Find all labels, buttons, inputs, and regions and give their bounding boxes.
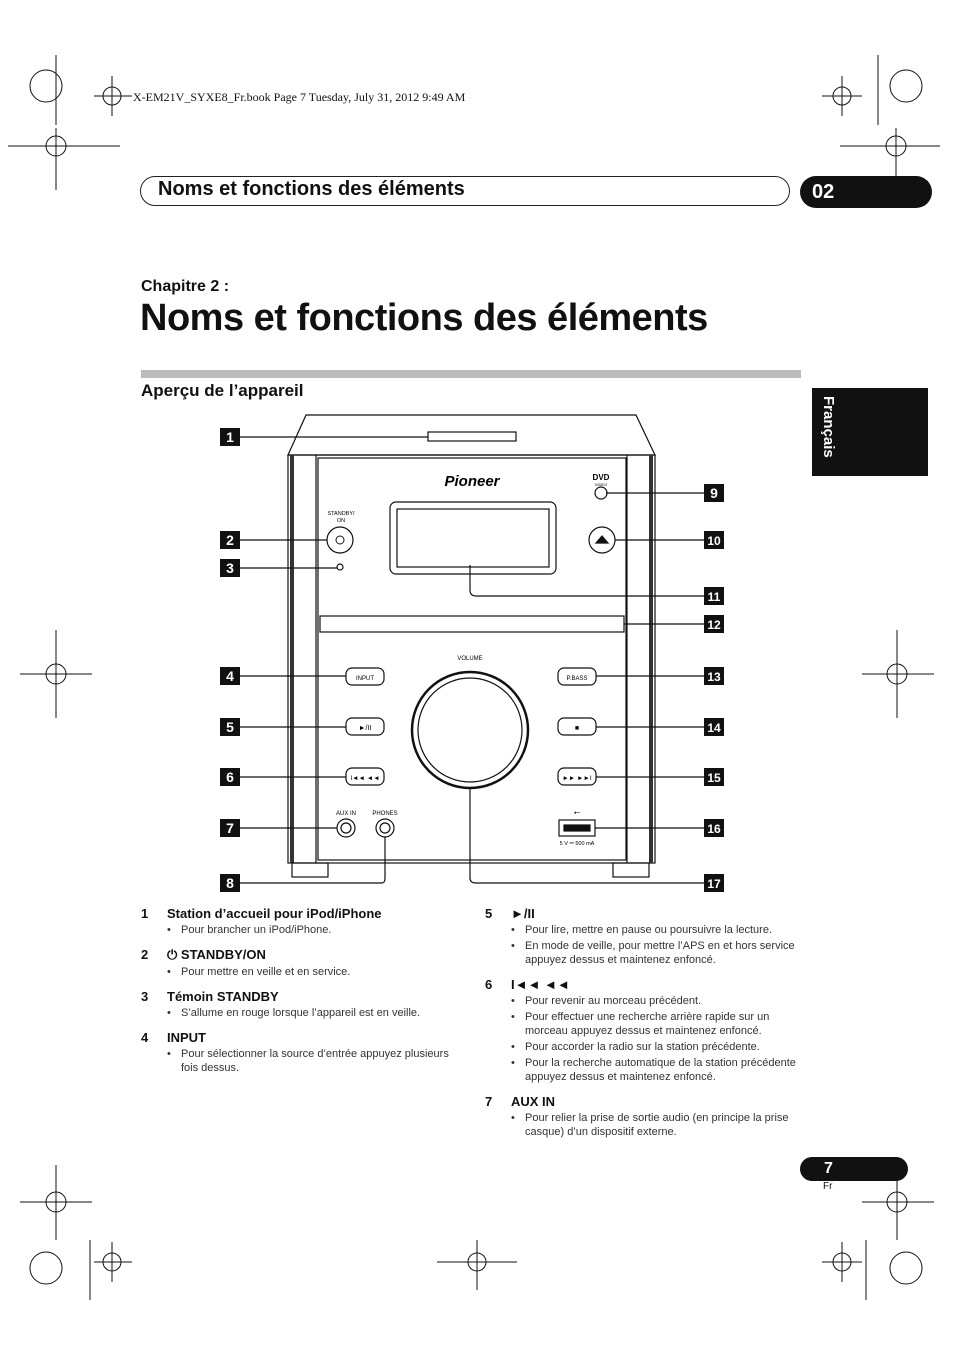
page-language-code: Fr xyxy=(823,1181,833,1192)
callout-5: 5 xyxy=(226,719,234,735)
callout-16: 16 xyxy=(707,822,721,836)
item-number: 4 xyxy=(141,1030,149,1045)
item-bullet: • Pour relier la prise de sortie audio (en principe la prise casque) d’un dispositif externe. xyxy=(511,1111,805,1139)
chapter-number-badge: 02 xyxy=(800,176,932,208)
item-block xyxy=(141,947,461,979)
item-title: ⏻ STANDBY/ON xyxy=(167,947,266,962)
callout-14: 14 xyxy=(707,721,721,735)
item-title: Station d’accueil pour iPod/iPhone xyxy=(167,906,382,921)
callout-15: 15 xyxy=(707,771,721,785)
item-title: AUX IN xyxy=(511,1094,556,1109)
dvd-logo: DVD xyxy=(592,473,610,482)
standby-button xyxy=(327,527,353,553)
item-number: 1 xyxy=(141,906,149,921)
item-block xyxy=(485,1094,805,1139)
callout-3: 3 xyxy=(226,560,234,576)
callout-10: 10 xyxy=(707,534,721,548)
item-title: ►/II xyxy=(511,906,535,921)
phones-jack xyxy=(376,819,394,837)
display-window xyxy=(390,502,556,574)
standby-label: STANDBY/ xyxy=(327,511,355,517)
item-title: INPUT xyxy=(167,1030,206,1045)
items-right-column xyxy=(485,906,805,1149)
section-title: Aperçu de l’appareil xyxy=(141,381,304,400)
chapter-label: Chapitre 2 : xyxy=(141,278,230,295)
callout-6: 6 xyxy=(226,769,234,785)
callout-8: 8 xyxy=(226,875,234,891)
item-number: 6 xyxy=(485,977,493,992)
standby-indicator xyxy=(337,564,343,570)
usb-icon: ⭠ xyxy=(573,808,581,817)
item-block xyxy=(141,1030,461,1075)
item-bullet: • Pour revenir au morceau précédent. xyxy=(511,994,805,1008)
callout-17: 17 xyxy=(707,877,721,891)
stop-label: ■ xyxy=(574,725,580,732)
disc-slot xyxy=(320,616,624,632)
item-bullet: • Pour mettre en veille et en service. xyxy=(167,965,461,979)
item-block xyxy=(141,989,461,1020)
language-tab-label: Français xyxy=(820,396,837,458)
item-number: 5 xyxy=(485,906,493,921)
page-title: Noms et fonctions des éléments xyxy=(140,297,708,339)
phones-label: PHONES xyxy=(372,811,398,817)
callout-9: 9 xyxy=(710,485,718,501)
item-bullet: • Pour lire, mettre en pause ou poursuivre la lecture. xyxy=(511,923,805,937)
item-block xyxy=(485,906,805,967)
item-block xyxy=(485,977,805,1084)
items-left-column xyxy=(141,906,461,1085)
item-bullet: • Pour sélectionner la source d’entrée appuyez plusieurs fois dessus. xyxy=(167,1047,461,1075)
item-bullet: • Pour effectuer une recherche arrière rapide sur un morceau appuyez dessus et maintenez enfoncé. xyxy=(511,1010,805,1038)
aux-in-label: AUX IN xyxy=(335,811,357,817)
item-bullet: • S’allume en rouge lorsque l’appareil est en veille. xyxy=(167,1006,461,1020)
callout-1: 1 xyxy=(226,429,234,445)
callout-11: 11 xyxy=(707,590,721,604)
running-header-title: Noms et fonctions des éléments xyxy=(158,178,465,200)
dock-top xyxy=(288,415,655,455)
print-info-line: X-EM21V_SYXE8_Fr.book Page 7 Tuesday, July 31, 2012 9:49 AM xyxy=(133,90,466,104)
item-bullet: • Pour brancher un iPod/iPhone. xyxy=(167,923,461,937)
item-number: 3 xyxy=(141,989,149,1004)
callout-4: 4 xyxy=(226,668,234,684)
item-number: 2 xyxy=(141,947,149,962)
callout-13: 13 xyxy=(707,670,721,684)
input-button-label: INPUT xyxy=(356,676,374,682)
item-title: Témoin STANDBY xyxy=(167,989,279,1004)
item-bullet: • Pour la recherche automatique de la station précédente appuyez dessus et maintenez enfoncé. xyxy=(511,1056,805,1084)
item-number: 7 xyxy=(485,1094,493,1109)
play-pause-label: ►/II xyxy=(358,725,372,732)
item-bullet: • Pour accorder la radio sur la station précédente. xyxy=(511,1040,805,1054)
page-number: 7 xyxy=(800,1157,908,1181)
standby-label-on: ON xyxy=(336,518,346,524)
callout-12: 12 xyxy=(707,618,721,632)
callout-2: 2 xyxy=(226,532,234,548)
item-title: I◄◄ ◄◄ xyxy=(511,977,570,992)
aux-in-jack xyxy=(337,819,355,837)
brand-logo: Pioneer xyxy=(444,473,500,490)
volume-label: VOLUME xyxy=(457,656,483,662)
dvd-logo-sub: VIDEO xyxy=(594,482,608,487)
volume-knob xyxy=(412,672,528,788)
callout-7: 7 xyxy=(226,820,234,836)
pbass-button-label: P.BASS xyxy=(566,676,588,682)
usb-label: 5 V ⎓ 500 mA xyxy=(559,841,595,847)
next-label: ►► ►►I xyxy=(562,775,592,782)
item-bullet: • En mode de veille, pour mettre l’APS en et hors service appuyez dessus et maintenez enfoncé. xyxy=(511,939,805,967)
previous-label: I◄◄ ◄◄ xyxy=(350,775,380,782)
item-block xyxy=(141,906,461,937)
